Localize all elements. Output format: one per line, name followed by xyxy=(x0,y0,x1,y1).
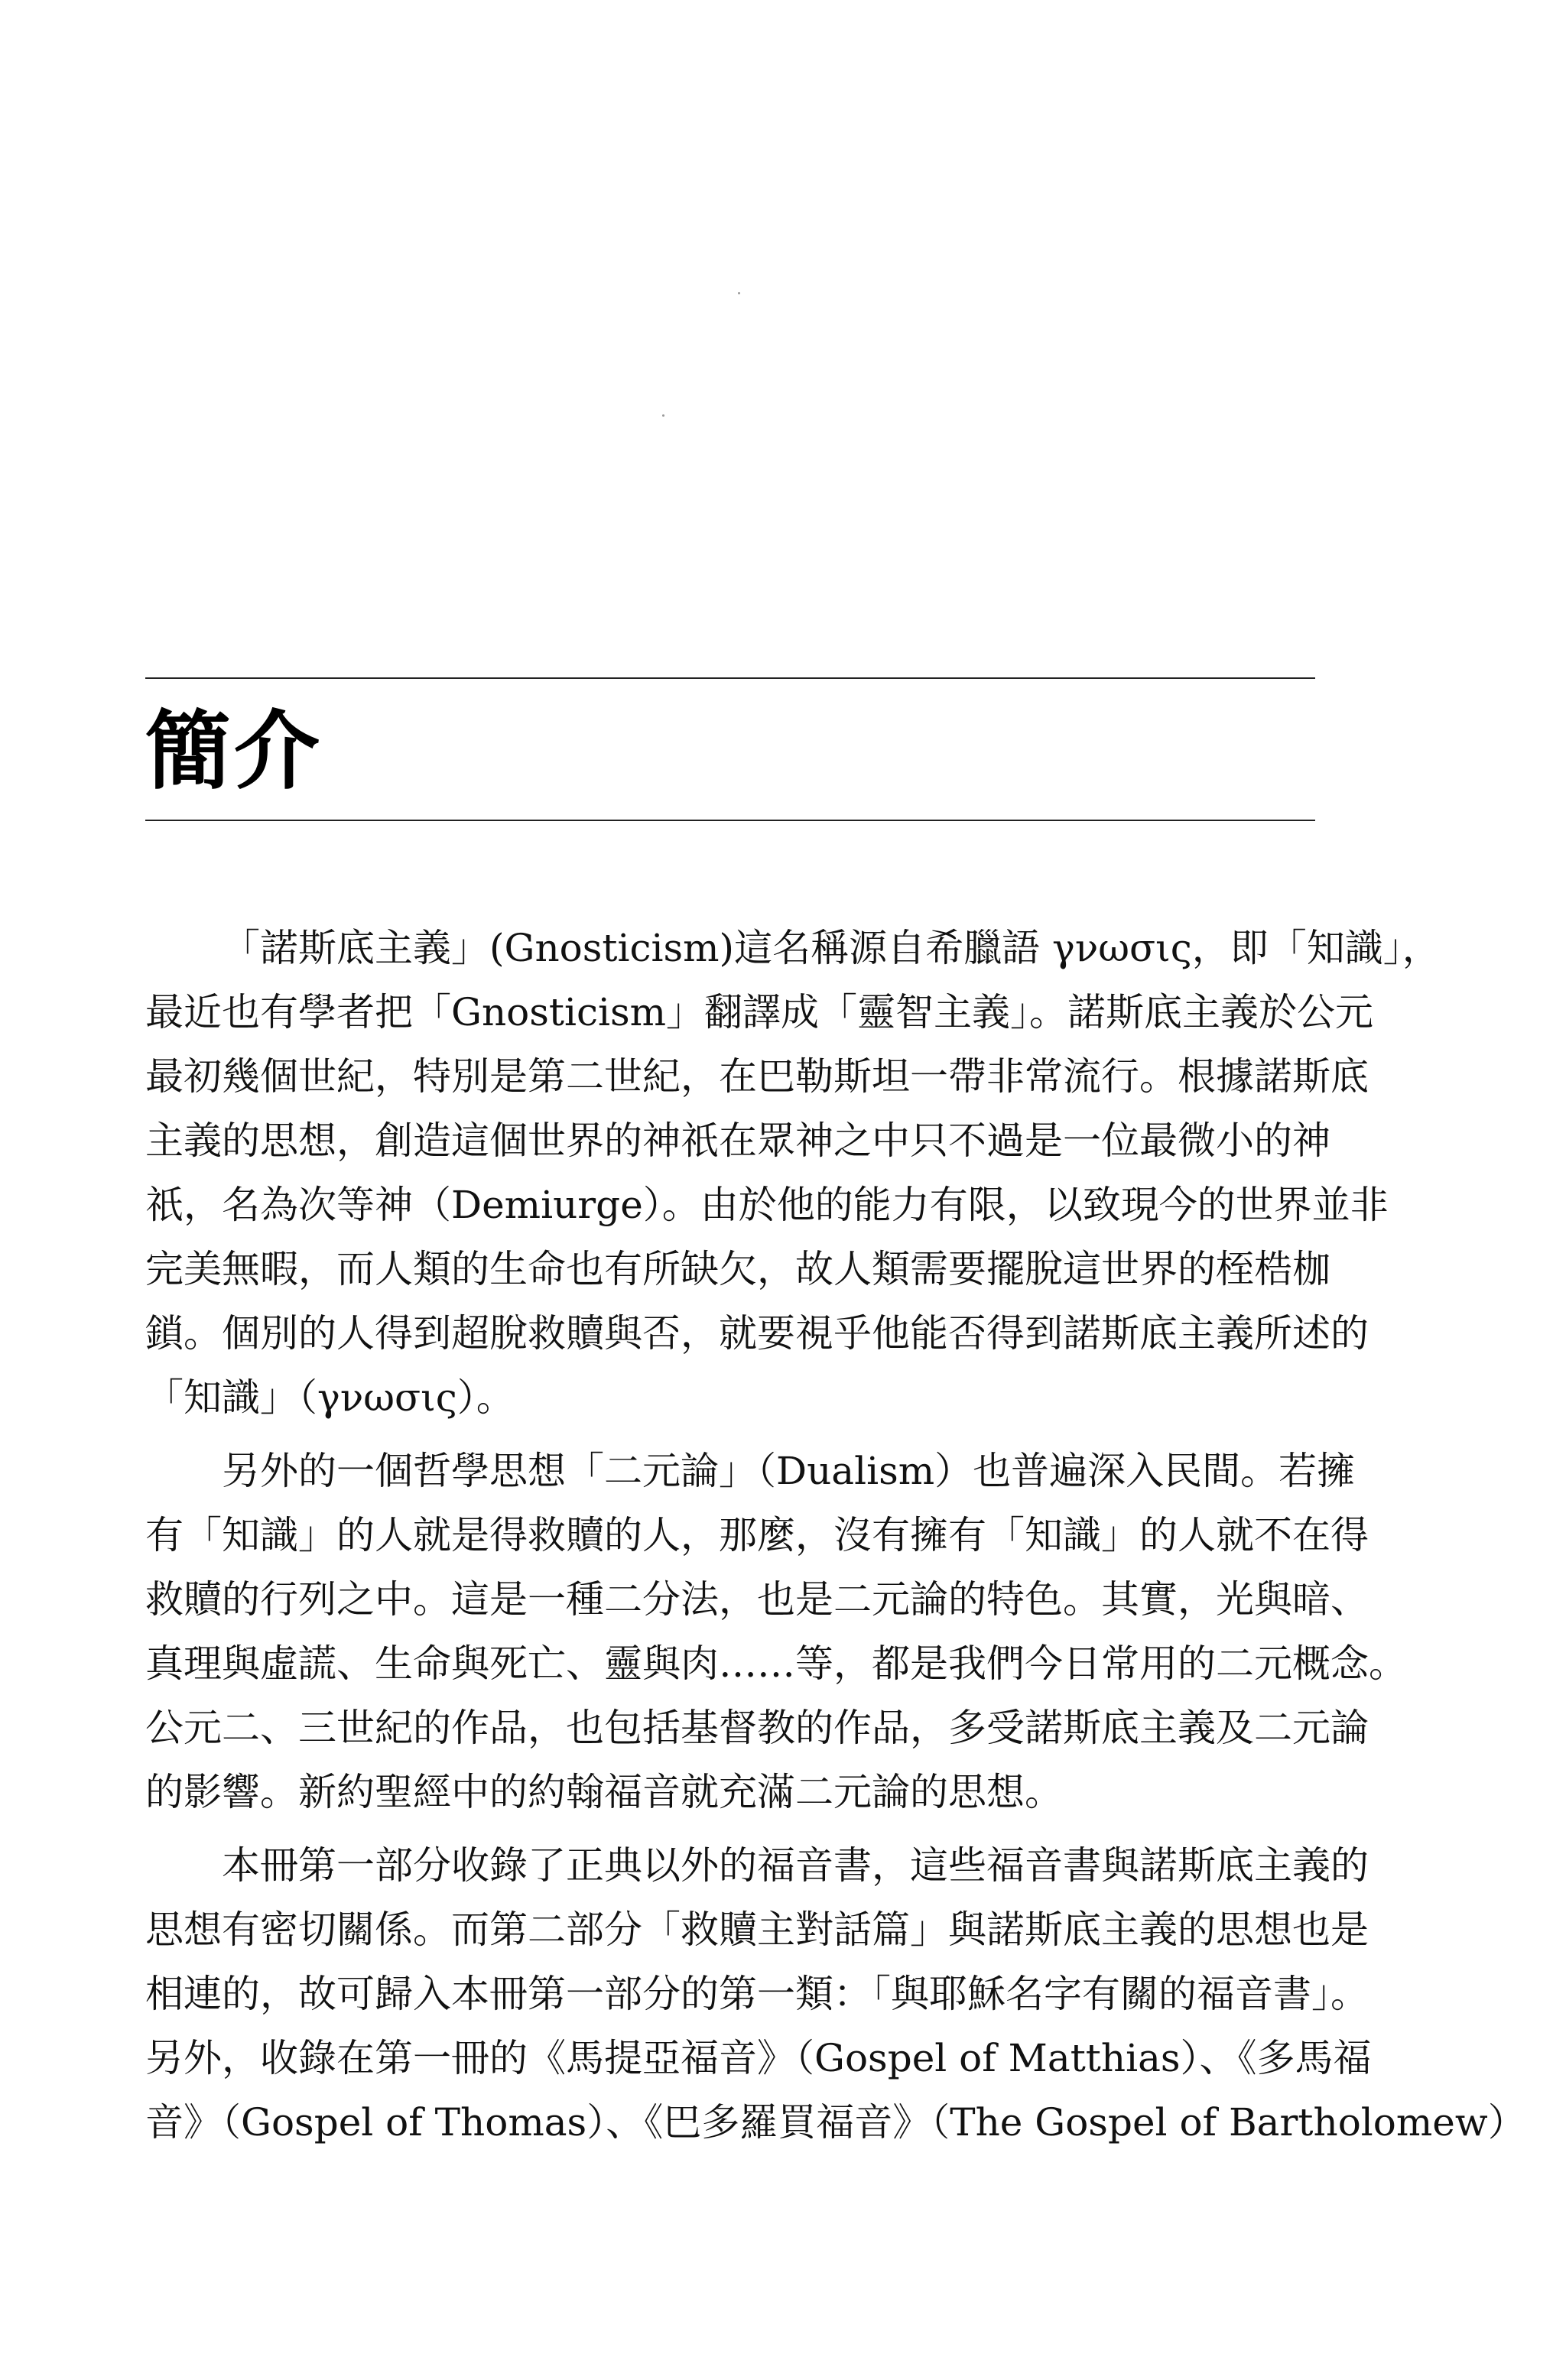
scan-speck xyxy=(738,292,740,294)
text-line: 最初幾個世紀，特別是第二世紀，在巴勒斯坦一帶非常流行。根據諾斯底 xyxy=(145,1054,1369,1099)
text-line: 「知識」（γνωσις）。 xyxy=(145,1375,515,1420)
paragraph-3 xyxy=(145,1833,1526,2154)
text-line: 真理與虛謊、生命與死亡、靈與肉……等，都是我們今日常用的二元概念。 xyxy=(145,1641,1407,1686)
paragraph-2 xyxy=(145,1439,1407,1824)
text-line: 「諾斯底主義」(Gnosticism)這名稱源自希臘語 γνωσις，即「知識」， xyxy=(222,926,1441,970)
heading-rule-top xyxy=(145,677,1315,679)
text-line: 另外的一個哲學思想「二元論」（Dualism）也普遍深入民間。若擁 xyxy=(222,1449,1356,1493)
text-line: 鎖。個別的人得到超脫救贖與否，就要視乎他能否得到諾斯底主義所述的 xyxy=(145,1311,1369,1356)
text-line: 思想有密切關係。而第二部分「救贖主對話篇」與諾斯底主義的思想也是 xyxy=(145,1908,1369,1952)
scan-speck xyxy=(662,414,664,417)
text-line: 主義的思想，創造這個世界的神祇在眾神之中只不過是一位最微小的神 xyxy=(145,1119,1330,1163)
text-line: 另外，收錄在第一冊的《馬提亞福音》（Gospel of Matthias）、《多馬福 xyxy=(145,2036,1372,2080)
text-line: 相連的，故可歸入本冊第一部分的第一類：「與耶穌名字有關的福音書」。 xyxy=(145,1972,1369,2016)
chapter-heading: 簡介 xyxy=(145,702,323,801)
text-line: 救贖的行列之中。這是一種二分法，也是二元論的特色。其實，光與暗、 xyxy=(145,1577,1369,1622)
body-text xyxy=(145,916,1526,2154)
text-line: 完美無暇，而人類的生命也有所缺欠，故人類需要擺脫這世界的桎梏枷 xyxy=(145,1247,1330,1291)
text-line: 本冊第一部分收錄了正典以外的福音書，這些福音書與諾斯底主義的 xyxy=(222,1843,1369,1888)
paragraph-1 xyxy=(145,916,1441,1430)
text-line: 有「知識」的人就是得救贖的人，那麼，沒有擁有「知識」的人就不在得 xyxy=(145,1513,1369,1557)
text-line: 音》（Gospel of Thomas）、《巴多羅買福音》（The Gospel of Bartholomew） xyxy=(145,2100,1526,2145)
text-line: 的影響。新約聖經中的約翰福音就充滿二元論的思想。 xyxy=(145,1770,1063,1814)
text-line: 最近也有學者把「Gnosticism」翻譯成「靈智主義」。諾斯底主義於公元 xyxy=(145,990,1374,1034)
text-line: 祇，名為次等神（Demiurge）。由於他的能力有限，以致現今的世界並非 xyxy=(145,1183,1389,1227)
heading-rule-bottom xyxy=(145,820,1315,821)
text-line: 公元二、三世紀的作品，也包括基督教的作品，多受諾斯底主義及二元論 xyxy=(145,1706,1369,1750)
